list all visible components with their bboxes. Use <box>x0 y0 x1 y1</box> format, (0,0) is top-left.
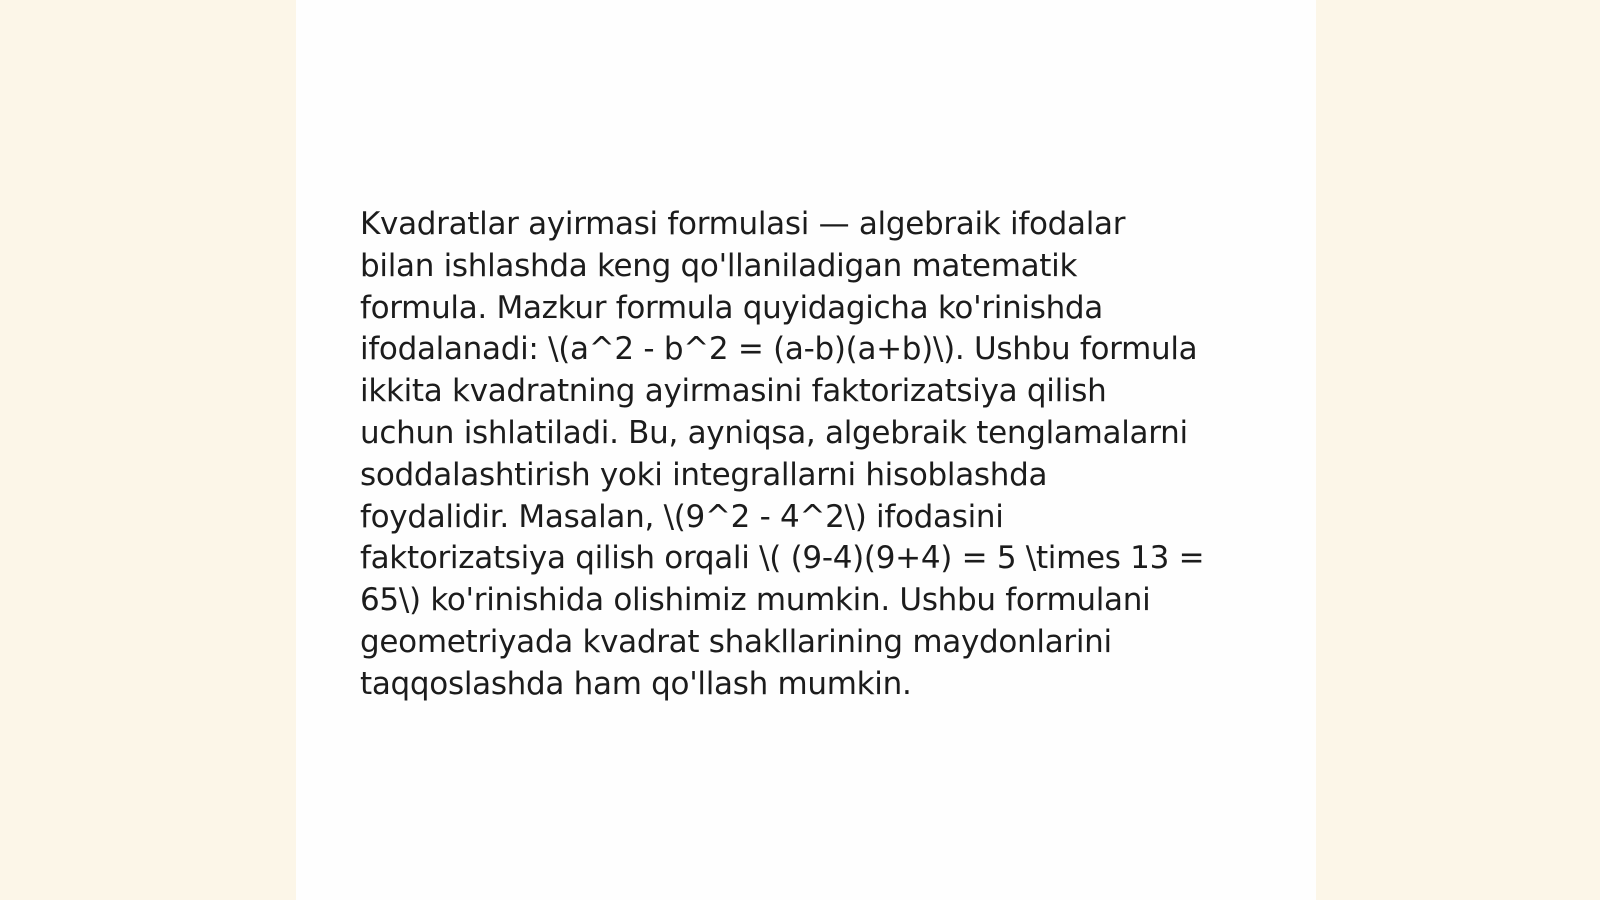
slide-page <box>296 0 1316 900</box>
paragraph-line: ifodalanadi: \(a^2 - b^2 = (a-b)(a+b)\). Ushbu formula <box>360 331 1198 368</box>
background-right <box>1316 0 1600 900</box>
paragraph-line: foydalidir. Masalan, \(9^2 - 4^2\) ifodasini <box>360 498 1004 535</box>
paragraph-line: uchun ishlatiladi. Bu, ayniqsa, algebraik tenglamalarni <box>360 414 1188 451</box>
paragraph-line: Kvadratlar ayirmasi formulasi — algebraik ifodalar <box>360 206 1126 242</box>
paragraph-line: ikkita kvadratning ayirmasini faktorizatsiya qilish <box>360 373 1107 410</box>
paragraph-line: 65\) ko'rinishida olishimiz mumkin. Ushbu formulani <box>360 582 1151 619</box>
paragraph-line: taqqoslashda ham qo'llash mumkin. <box>360 665 912 702</box>
paragraph-line: faktorizatsiya qilish orqali \( (9-4)(9+4) = 5 \times 13 = <box>360 540 1205 577</box>
background-left <box>0 0 296 900</box>
paragraph-line: soddalashtirish yoki integrallarni hisoblashda <box>360 456 1048 493</box>
paragraph-line: bilan ishlashda keng qo'llaniladigan matematik <box>360 247 1078 284</box>
paragraph-line: geometriyada kvadrat shakllarining maydonlarini <box>360 623 1112 660</box>
body-paragraph <box>360 204 1260 706</box>
paragraph-line: formula. Mazkur formula quyidagicha ko'rinishda <box>360 289 1104 326</box>
